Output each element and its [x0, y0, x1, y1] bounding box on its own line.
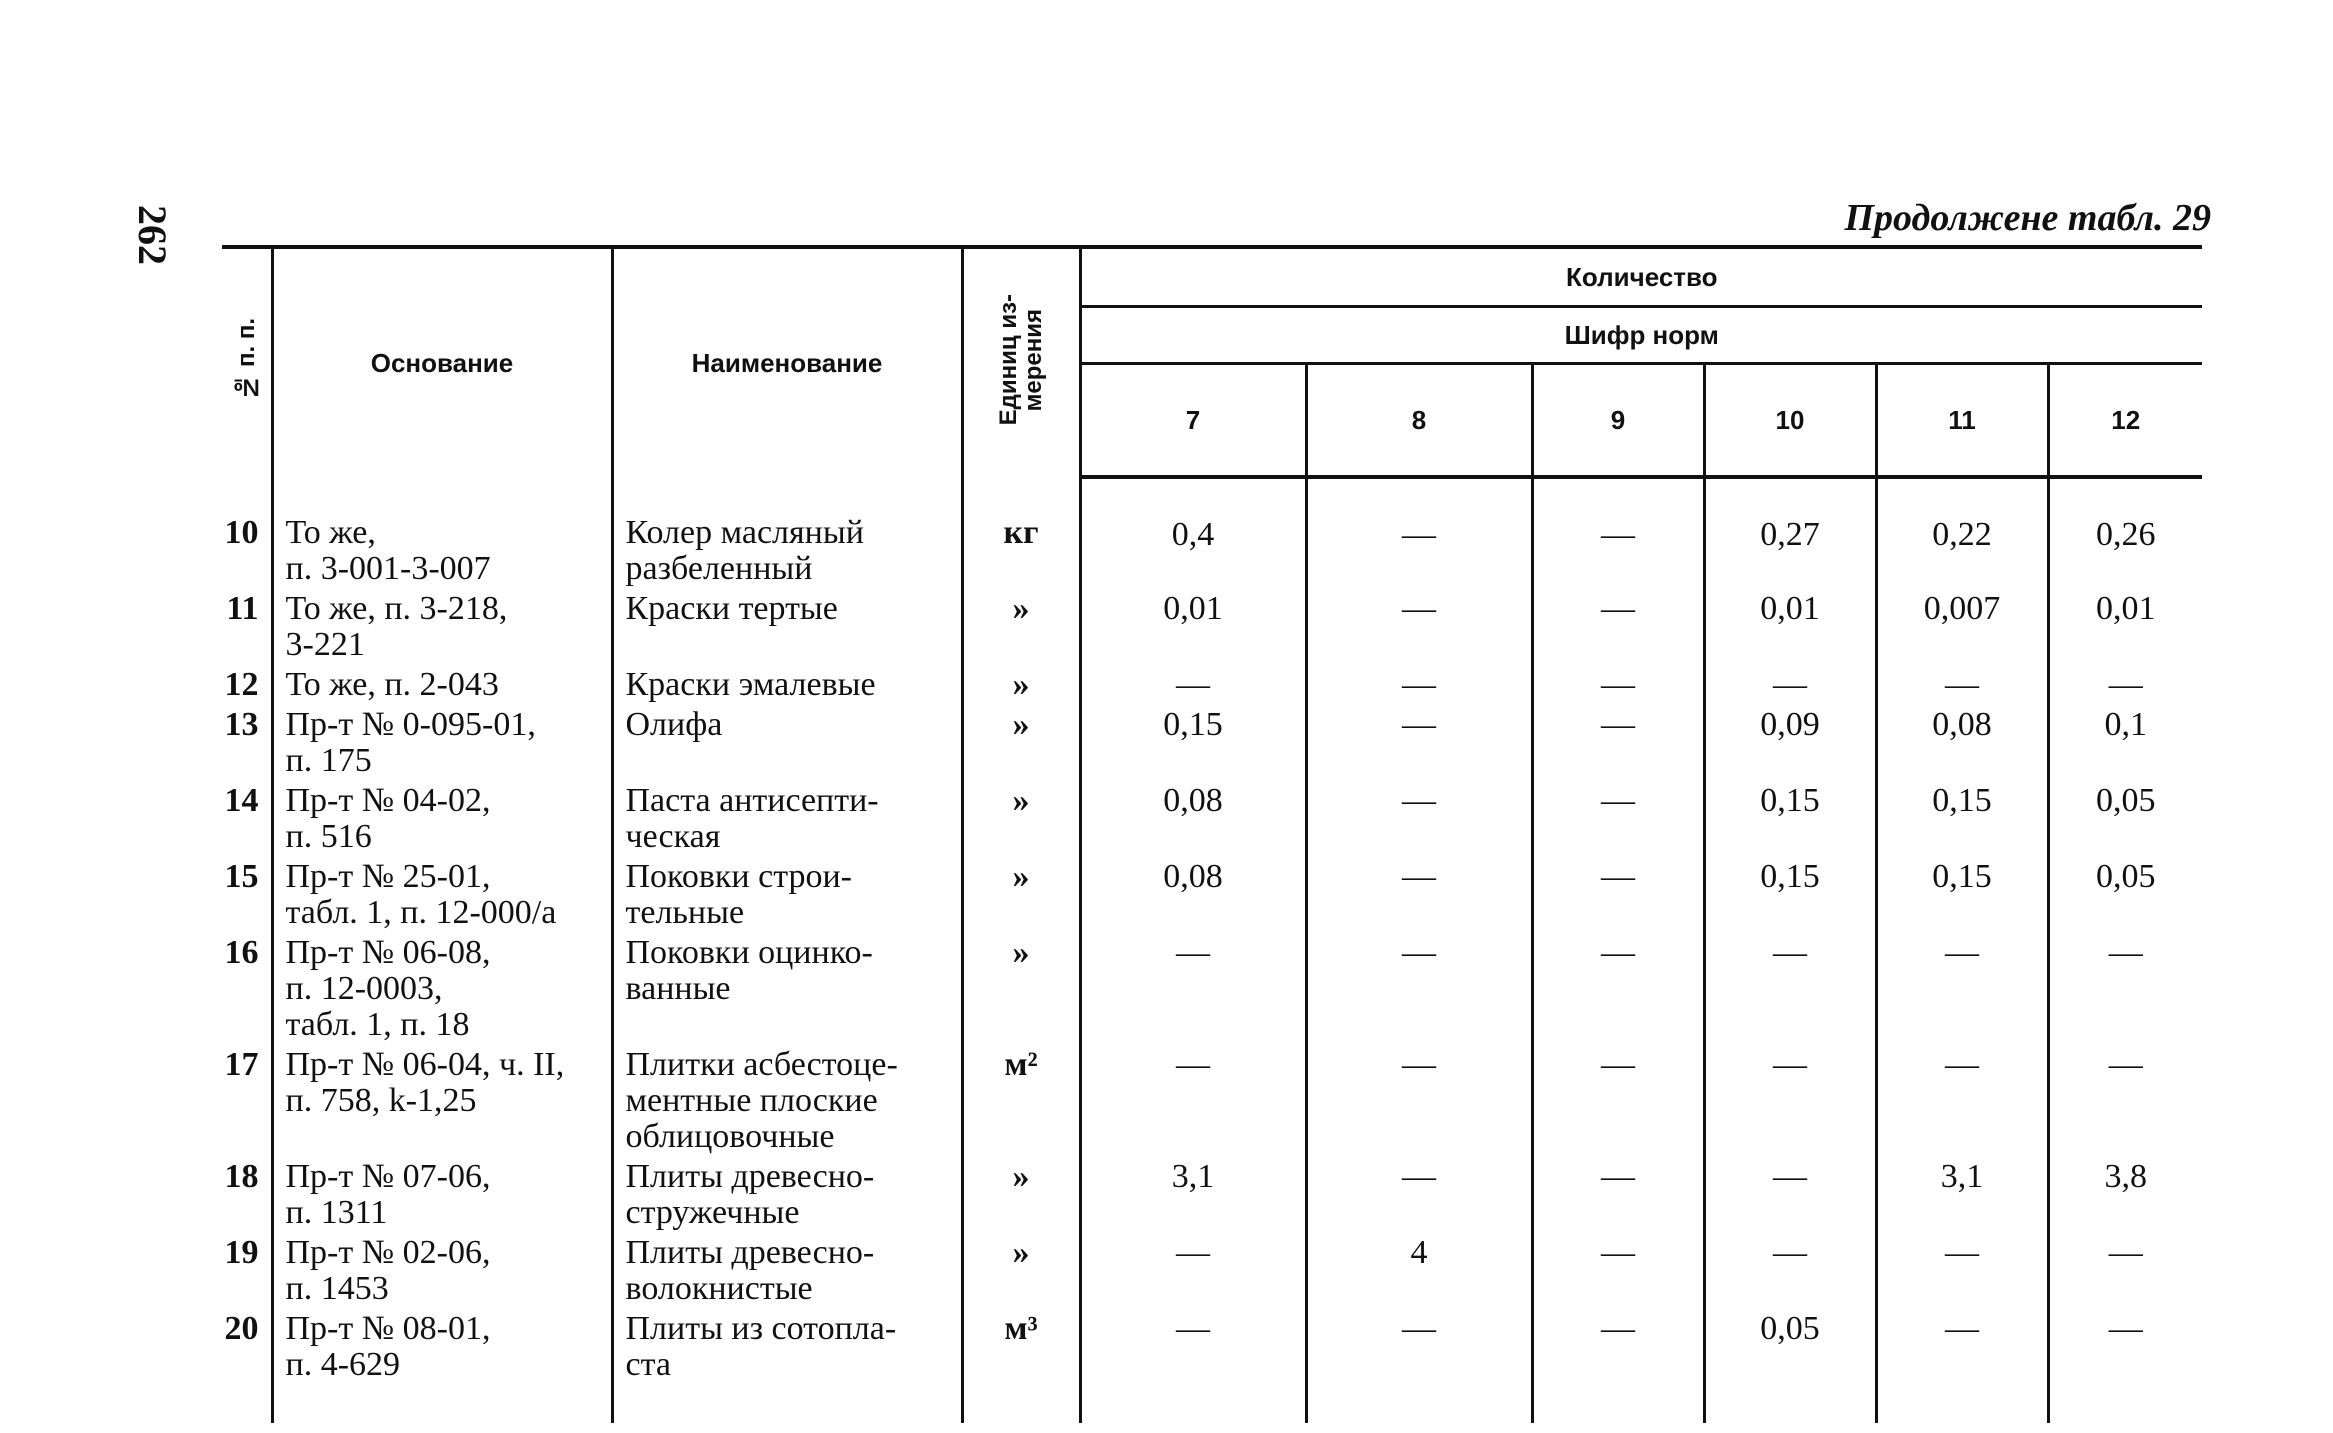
row-basis: То же, п. 3-001-3-007 — [272, 477, 612, 591]
table-row — [222, 477, 2202, 591]
header-unit: Единиц из- мерения — [962, 247, 1080, 477]
row-value-8: — — [1306, 935, 1532, 1047]
header-basis: Основание — [272, 247, 612, 477]
row-basis: Пр-т № 25-01, табл. 1, п. 12-000/а — [272, 859, 612, 935]
row-basis: Пр-т № 08-01, п. 4-629 — [272, 1311, 612, 1423]
row-name: Поковки оцинко- ванные — [612, 935, 962, 1047]
row-unit: » — [962, 591, 1080, 667]
row-value-10: — — [1704, 935, 1876, 1047]
row-value-9: — — [1532, 935, 1704, 1047]
row-value-11: — — [1876, 667, 2048, 707]
row-name: Краски тертые — [612, 591, 962, 667]
row-value-12: 0,05 — [2048, 783, 2202, 859]
row-number: 16 — [224, 934, 259, 971]
table-row — [222, 667, 2202, 707]
row-value-12: 0,05 — [2048, 859, 2202, 935]
header-code-11: 11 — [1876, 364, 2048, 478]
row-value-8: — — [1306, 859, 1532, 935]
row-value-8: — — [1306, 783, 1532, 859]
table-row — [222, 1235, 2202, 1311]
row-value-9: — — [1532, 1047, 1704, 1159]
row-value-7: — — [1080, 935, 1306, 1047]
header-code-12: 12 — [2048, 364, 2202, 478]
row-value-8: — — [1306, 591, 1532, 667]
row-name: Краски эмалевые — [612, 667, 962, 707]
row-value-9: — — [1532, 1235, 1704, 1311]
row-value-10: — — [1704, 1159, 1876, 1235]
row-value-7: 0,15 — [1080, 707, 1306, 783]
row-value-10: 0,05 — [1704, 1311, 1876, 1423]
materials-table — [222, 245, 2202, 1423]
row-value-8: — — [1306, 1159, 1532, 1235]
row-value-9: — — [1532, 667, 1704, 707]
row-value-7: — — [1080, 1235, 1306, 1311]
row-value-9: — — [1532, 783, 1704, 859]
header-code-8: 8 — [1306, 364, 1532, 478]
header-code: Шифр норм — [1080, 307, 2202, 364]
row-value-12: 0,1 — [2048, 707, 2202, 783]
table-row — [222, 1159, 2202, 1235]
row-unit: » — [962, 667, 1080, 707]
table-header — [222, 247, 2202, 477]
table-row — [222, 859, 2202, 935]
row-number: 15 — [224, 858, 259, 895]
row-value-8: — — [1306, 1047, 1532, 1159]
row-basis: Пр-т № 06-08, п. 12-0003, табл. 1, п. 18 — [272, 935, 612, 1047]
row-unit: » — [962, 935, 1080, 1047]
row-value-10: 0,27 — [1704, 477, 1876, 591]
row-value-12: — — [2048, 667, 2202, 707]
row-number: 20 — [224, 1310, 259, 1347]
row-name: Паста антисепти- ческая — [612, 783, 962, 859]
row-basis: Пр-т № 0-095-01, п. 175 — [272, 707, 612, 783]
header-code-10: 10 — [1704, 364, 1876, 478]
row-value-11: 0,007 — [1876, 591, 2048, 667]
row-value-11: — — [1876, 1311, 2048, 1423]
row-unit: м³ — [962, 1311, 1080, 1423]
row-value-9: — — [1532, 859, 1704, 935]
table-row — [222, 783, 2202, 859]
row-value-12: — — [2048, 1235, 2202, 1311]
row-value-12: — — [2048, 1047, 2202, 1159]
row-value-7: 3,1 — [1080, 1159, 1306, 1235]
table-continuation-caption: Продолжене табл. 29 — [1844, 197, 2211, 239]
row-value-12: 3,8 — [2048, 1159, 2202, 1235]
row-basis: Пр-т № 07-06, п. 1311 — [272, 1159, 612, 1235]
row-name: Плитки асбестоце- ментные плоские облицовочные — [612, 1047, 962, 1159]
row-name: Плиты из сотопла- ста — [612, 1311, 962, 1423]
row-unit: » — [962, 859, 1080, 935]
row-value-12: 0,26 — [2048, 477, 2202, 591]
row-number: 17 — [224, 1046, 259, 1083]
row-value-9: — — [1532, 591, 1704, 667]
row-value-8: — — [1306, 1311, 1532, 1423]
row-value-11: — — [1876, 1047, 2048, 1159]
row-value-11: 0,08 — [1876, 707, 2048, 783]
table-row — [222, 935, 2202, 1047]
row-value-11: 0,22 — [1876, 477, 2048, 591]
header-code-7: 7 — [1080, 364, 1306, 478]
header-num: № п. п. — [222, 247, 272, 477]
row-basis: То же, п. 2-043 — [272, 667, 612, 707]
row-value-11: — — [1876, 1235, 2048, 1311]
row-value-7: — — [1080, 1311, 1306, 1423]
row-value-8: 4 — [1306, 1235, 1532, 1311]
row-value-11: — — [1876, 935, 2048, 1047]
row-value-10: 0,09 — [1704, 707, 1876, 783]
row-basis: Пр-т № 02-06, п. 1453 — [272, 1235, 612, 1311]
row-name: Колер масляный разбеленный — [612, 477, 962, 591]
row-value-7: — — [1080, 667, 1306, 707]
row-value-9: — — [1532, 707, 1704, 783]
row-basis: То же, п. 3-218, 3-221 — [272, 591, 612, 667]
row-number: 11 — [226, 590, 259, 627]
row-value-11: 3,1 — [1876, 1159, 2048, 1235]
row-name: Олифа — [612, 707, 962, 783]
row-value-12: 0,01 — [2048, 591, 2202, 667]
row-value-7: 0,08 — [1080, 859, 1306, 935]
row-value-7: — — [1080, 1047, 1306, 1159]
row-value-12: — — [2048, 1311, 2202, 1423]
table-row — [222, 1047, 2202, 1159]
row-value-10: 0,01 — [1704, 591, 1876, 667]
row-unit: м² — [962, 1047, 1080, 1159]
table-row — [222, 1311, 2202, 1423]
row-value-7: 0,01 — [1080, 591, 1306, 667]
row-unit: » — [962, 1235, 1080, 1311]
row-number: 12 — [224, 666, 259, 703]
row-value-11: 0,15 — [1876, 859, 2048, 935]
row-unit: » — [962, 783, 1080, 859]
row-number: 19 — [224, 1234, 259, 1271]
header-quantity: Количество — [1080, 247, 2202, 307]
row-basis: Пр-т № 06-04, ч. II, п. 758, k-1,25 — [272, 1047, 612, 1159]
header-name: Наименование — [612, 247, 962, 477]
table-row — [222, 707, 2202, 783]
row-value-10: — — [1704, 1047, 1876, 1159]
row-name: Плиты древесно- стружечные — [612, 1159, 962, 1235]
row-value-7: 0,08 — [1080, 783, 1306, 859]
row-value-10: 0,15 — [1704, 859, 1876, 935]
page-number: 262 — [130, 205, 176, 265]
row-number: 14 — [224, 782, 259, 819]
row-value-10: — — [1704, 1235, 1876, 1311]
row-value-9: — — [1532, 1311, 1704, 1423]
row-number: 13 — [224, 706, 259, 743]
header-code-9: 9 — [1532, 364, 1704, 478]
row-unit: » — [962, 1159, 1080, 1235]
row-value-12: — — [2048, 935, 2202, 1047]
row-value-10: — — [1704, 667, 1876, 707]
table-row — [222, 591, 2202, 667]
row-unit: » — [962, 707, 1080, 783]
row-value-8: — — [1306, 667, 1532, 707]
row-unit: кг — [962, 477, 1080, 591]
row-value-7: 0,4 — [1080, 477, 1306, 591]
row-number: 18 — [224, 1158, 259, 1195]
table-body — [222, 477, 2202, 1423]
row-name: Плиты древесно- волокнистые — [612, 1235, 962, 1311]
row-value-9: — — [1532, 477, 1704, 591]
row-value-11: 0,15 — [1876, 783, 2048, 859]
row-value-8: — — [1306, 707, 1532, 783]
row-value-10: 0,15 — [1704, 783, 1876, 859]
row-basis: Пр-т № 04-02, п. 516 — [272, 783, 612, 859]
row-value-8: — — [1306, 477, 1532, 591]
row-value-9: — — [1532, 1159, 1704, 1235]
row-number: 10 — [224, 514, 259, 551]
row-name: Поковки строи- тельные — [612, 859, 962, 935]
